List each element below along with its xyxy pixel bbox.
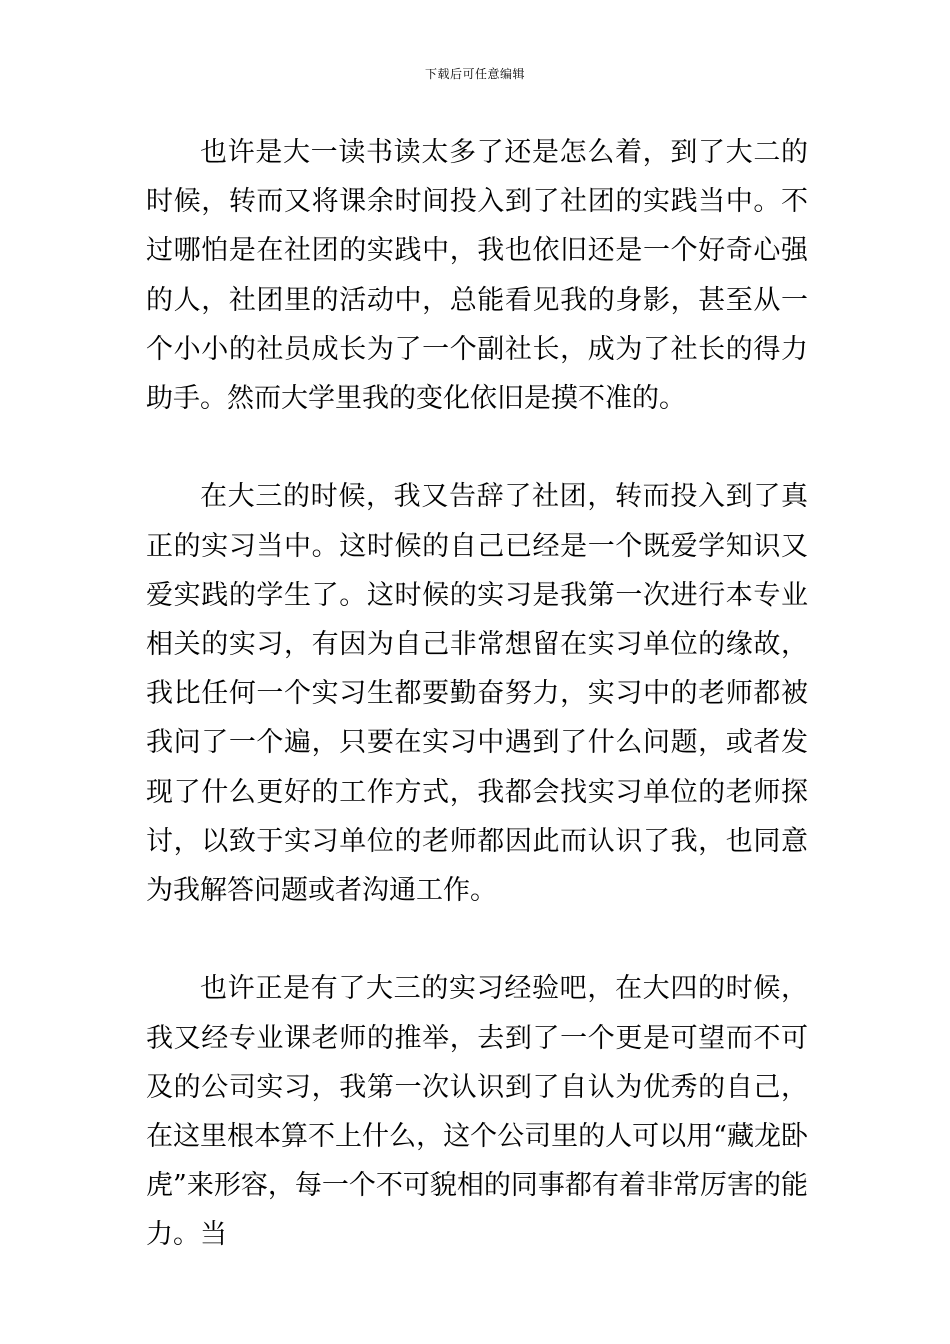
paragraph: 也许正是有了大三的实习经验吧，在大四的时候，我又经专业课老师的推举，去到了一个更是可望而不可及的公司实习，我第一次认识到了自认为优秀的自己，在这里根本算不上什么，这个公司里的人可以用“藏龙卧虎”来形容，每一个不可貌相的同事都有着非常厉害的能力。当 <box>146 973 808 1251</box>
paragraph: 在大三的时候，我又告辞了社团，转而投入到了真正的实习当中。这时候的自己已经是一个既爱学知识又爱实践的学生了。这时候的实习是我第一次进行本专业相关的实习，有因为自己非常想留在实习单位的缘故，我比任何一个实习生都要勤奋努力，实习中的老师都被我问了一个遍，只要在实习中遇到了什么问题，或者发现了什么更好的工作方式，我都会找实习单位的老师探讨，以致于实习单位的老师都因此而认识了我，也同意为我解答问题或者沟通工作。 <box>146 481 808 907</box>
header-note: 下载后可任意编辑 <box>424 67 525 81</box>
document-body <box>146 128 808 1260</box>
paragraph: 也许是大一读书读太多了还是怎么着，到了大二的时候，转而又将课余时间投入到了社团的实践当中。不过哪怕是在社团的实践中，我也依旧还是一个好奇心强的人，社团里的活动中，总能看见我的身影，甚至从一个小小的社员成长为了一个副社长，成为了社长的得力助手。然而大学里我的变化依旧是摸不准的。 <box>146 137 808 415</box>
